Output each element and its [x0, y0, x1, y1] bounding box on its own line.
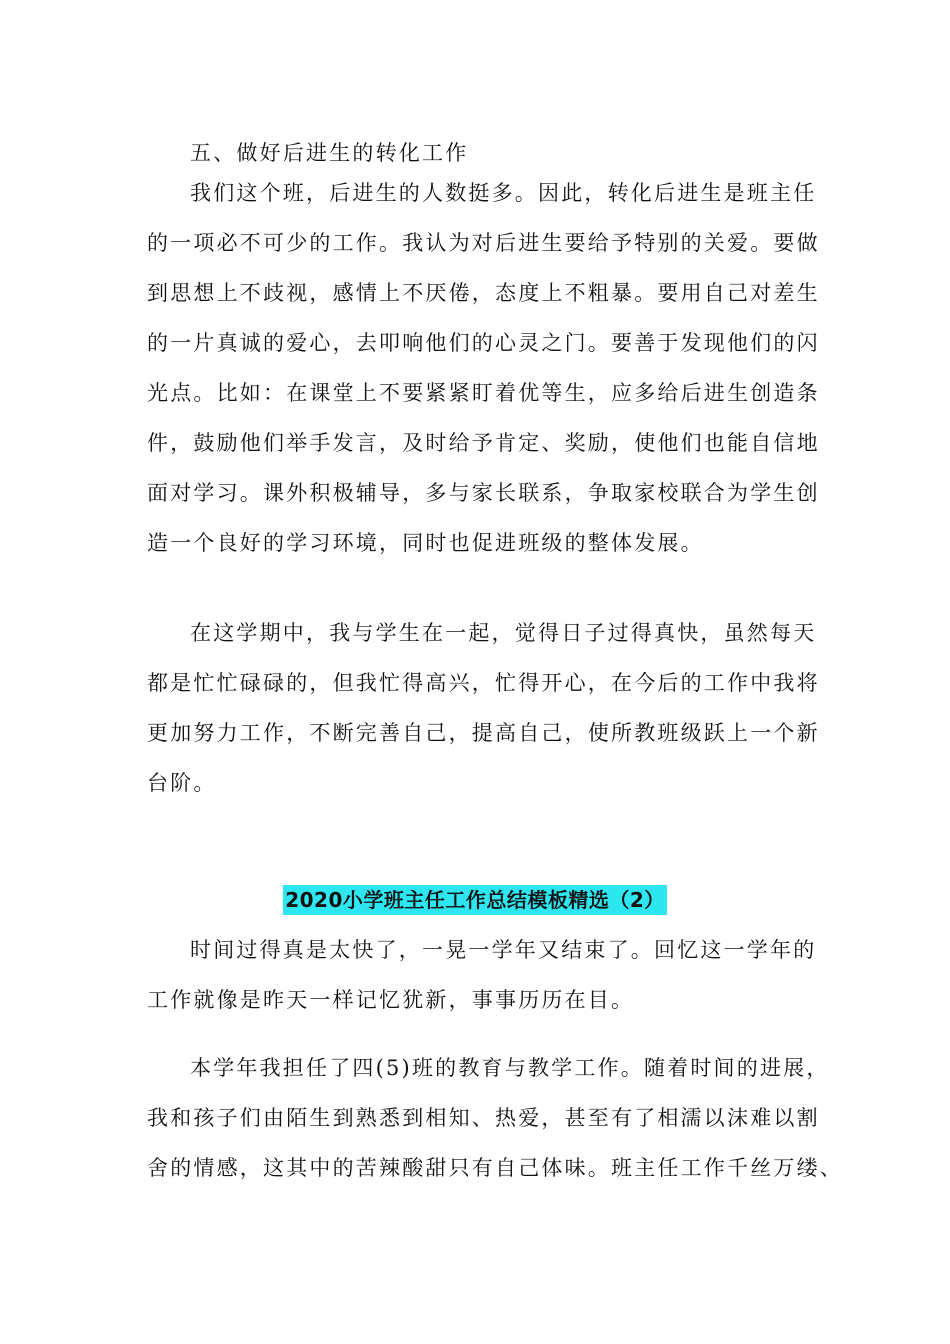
section-title: 2020小学班主任工作总结模板精选（2） [283, 885, 667, 915]
paragraph-line: 更加努力工作，不断完善自己，提高自己，使所教班级跃上一个新 [147, 721, 820, 745]
paragraph-line: 件，鼓励他们举手发言，及时给予肯定、奖励，使他们也能自信地 [147, 431, 820, 455]
paragraph-line: 的一片真诚的爱心，去叩响他们的心灵之门。要善于发现他们的闪 [147, 331, 820, 355]
paragraph-line: 台阶。 [147, 771, 217, 795]
paragraph-line: 我和孩子们由陌生到熟悉到相知、热爱，甚至有了相濡以沫难以割 [147, 1106, 820, 1130]
section-heading: 五、做好后进生的转化工作 [190, 141, 469, 165]
paragraph-line: 造一个良好的学习环境，同时也促进班级的整体发展。 [147, 531, 704, 555]
paragraph-line: 的一项必不可少的工作。我认为对后进生要给予特别的关爱。要做 [147, 231, 820, 255]
paragraph-line: 面对学习。课外积极辅导，多与家长联系，争取家校联合为学生创 [147, 481, 820, 505]
paragraph-line: 本学年我担任了四(5)班的教育与教学工作。随着时间的进展， [190, 1056, 830, 1080]
paragraph-line: 在这学期中，我与学生在一起，觉得日子过得真快，虽然每天 [190, 621, 817, 645]
paragraph-line: 工作就像是昨天一样记忆犹新，事事历历在目。 [147, 988, 635, 1012]
section-title-container [0, 885, 950, 915]
paragraph-line: 到思想上不歧视，感情上不厌倦，态度上不粗暴。要用自己对差生 [147, 281, 820, 305]
paragraph-line: 舍的情感，这其中的苦辣酸甜只有自己体味。班主任工作千丝万缕、 [147, 1156, 843, 1180]
paragraph-line: 光点。比如：在课堂上不要紧紧盯着优等生，应多给后进生创造条 [147, 381, 820, 405]
paragraph-line: 我们这个班，后进生的人数挺多。因此，转化后进生是班主任 [190, 181, 817, 205]
paragraph-line: 时间过得真是太快了，一晃一学年又结束了。回忆这一学年的 [190, 938, 817, 962]
paragraph-line: 都是忙忙碌碌的，但我忙得高兴，忙得开心，在今后的工作中我将 [147, 671, 820, 695]
